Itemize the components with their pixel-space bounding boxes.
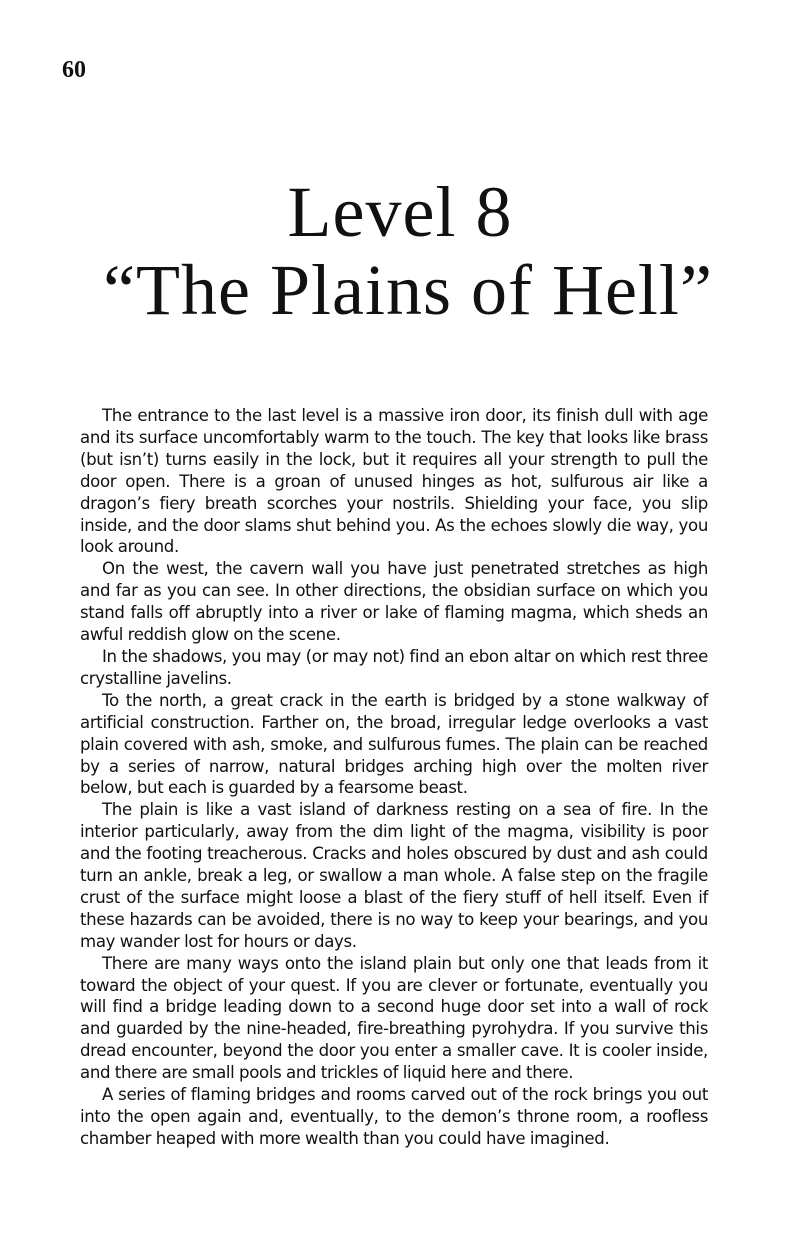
paragraph: A series of flaming bridges and rooms carved out of the rock brings you out into the open again and, eventually, to the demon’s throne room, a roofless chamber heaped with more wealth than you could have imagined. [80, 1085, 708, 1148]
paragraph: To the north, a great crack in the earth is bridged by a stone walkway of artificial construction. Farther on, the broad, irregular ledge overlooks a vast plain covered with ash, smoke, and sulfurous fumes. The plain can be reached by a series of narrow, natural bridges arching high over the molten river below, but each is guarded by a fearsome beast. [80, 690, 708, 798]
paragraph: In the shadows, you may (or may not) find an ebon altar on which rest three crystalline javelins. [80, 646, 708, 688]
paragraph: On the west, the cavern wall you have just penetrated stretches as high and far as you can see. In other directions, the obsidian surface on which you stand falls off abruptly into a river or lake of flaming magma, which sheds an awful reddish glow on the scene. [80, 559, 708, 645]
paragraph: There are many ways onto the island plain but only one that leads from it toward the object of your quest. If you are clever or fortunate, eventually you will find a bridge leading down to a second huge door set into a wall of rock and guarded by the nine-headed, fire-breathing pyrohydra. If you survive this dread encounter, beyond the door you enter a smaller cave. It is cooler inside, and there are small pools and trickles of liquid here and there. [80, 953, 708, 1083]
page-number: 60 [62, 57, 86, 83]
paragraph: The plain is like a vast island of darkness resting on a sea of fire. In the interior particularly, away from the dim light of the magma, visibility is poor and the footing treacherous. Cracks and holes obscured by dust and ash could turn an ankle, break a leg, or swallow a man whole. A false step on the fragile crust of the surface might loose a blast of the fiery stuff of hell itself. Even if these hazards can be avoided, there is no way to keep your bearings, and you may wander lost for hours or days. [80, 800, 708, 951]
chapter-title-level: Level 8 [287, 172, 513, 252]
chapter-title-name: “The Plains of Hell” [103, 250, 713, 330]
body-text [80, 405, 708, 1150]
paragraph: The entrance to the last level is a massive iron door, its finish dull with age and its surface uncomfortably warm to the touch. The key that looks like brass (but isn’t) turns easily in the lock, but it requires all your strength to pull the door open. There is a groan of unused hinges as hot, sulfurous air like a dragon’s fiery breath scorches your nostrils. Shielding your face, you slip inside, and the door slams shut behind you. As the echoes slowly die way, you look around. [80, 406, 708, 557]
